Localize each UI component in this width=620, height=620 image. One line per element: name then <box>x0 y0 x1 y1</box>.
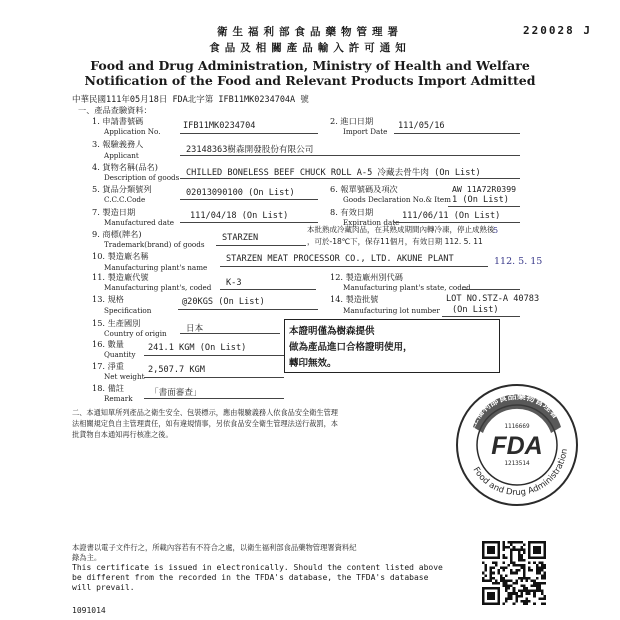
field-6-label-en: Goods Declaration No.& Item <box>343 195 451 204</box>
footer-zh-line-1: 本證書以電子文件行之，所載內容若有不符合之處，以衛生福利部食品藥物管理署資料紀 <box>72 543 357 552</box>
footer-en-line-2: be different from the recorded in the TFDA's database, the TFDA's database <box>72 573 429 582</box>
stamp-line-1: 本證明僅為樹森提供 <box>289 326 375 337</box>
field-8-label-en: Expiration date <box>343 218 400 227</box>
seal-top-text: 衛生福利部食品藥物管理署 <box>464 391 561 438</box>
field-2-underline <box>394 133 520 134</box>
field-18-label: 18. 備註 <box>92 383 124 393</box>
seal-code-top: 1116669 <box>504 423 530 430</box>
handwritten-correction: 5 <box>493 226 499 235</box>
field-6-underline <box>448 206 520 207</box>
field-3-label-en: Applicant <box>104 151 139 160</box>
aging-note-line-2: ，可於-18℃下，保存11個月，有效日期 112. 5. 11 <box>307 237 483 246</box>
field-11-underline <box>220 289 316 290</box>
field-18-underline <box>144 398 284 399</box>
field-7-label: 7. 製造日期 <box>92 207 136 217</box>
field-9-label-en: Trademark(brand) of goods <box>104 240 205 249</box>
field-14-label: 14. 製造批號 <box>330 294 379 304</box>
field-2-value: 111/05/16 <box>398 121 445 131</box>
seal-code-bottom: 1213514 <box>504 460 530 467</box>
field-6-label: 6. 報單號碼及項次 <box>330 184 398 194</box>
field-15-label-en: Country of origin <box>104 329 167 338</box>
field-11-value: K-3 <box>226 278 242 288</box>
field-17-label-en: Net weight <box>104 372 145 381</box>
field-10-underline <box>220 266 488 267</box>
field-11-label-en: Manufacturing plant's, coded <box>104 283 212 292</box>
field-11-label: 11. 製造廠代號 <box>92 272 149 282</box>
field-3-underline <box>180 155 520 156</box>
field-8-label: 8. 有效日期 <box>330 207 374 217</box>
section-1-title: 一、產品查驗資料： <box>78 105 152 115</box>
field-12-underline <box>462 289 520 290</box>
field-16-label: 16. 數量 <box>92 339 124 349</box>
field-14-value: LOT NO.STZ-A 40783 <box>446 294 540 304</box>
field-10-label: 10. 製造廠名稱 <box>92 251 149 261</box>
document-number-line: 中華民國111年05月18日 FDA北字第 IFB11MK0234704A 號 <box>72 95 309 105</box>
field-13-underline <box>178 309 318 310</box>
field-17-value: 2,507.7 KGM <box>148 365 205 375</box>
usage-restriction-stamp <box>284 319 500 373</box>
fda-logo-icon: FDA <box>491 432 543 460</box>
field-2-label: 2. 進口日期 <box>330 116 374 126</box>
field-12-label-en: Manufacturing plant's state, coded <box>343 283 471 292</box>
footer-zh-line-2: 錄為主。 <box>72 553 102 562</box>
field-13-label: 13. 規格 <box>92 294 124 304</box>
field-1-value: IFB11MK0234704 <box>183 121 256 131</box>
field-5-underline <box>180 199 318 200</box>
document-title-zh: 食品及相關產品輸入許可通知 <box>209 42 411 54</box>
field-15-value: 日本 <box>186 324 204 334</box>
document-title-en: Notification of the Food and Relevant Products Import Admitted <box>84 73 536 88</box>
field-9-value: STARZEN <box>222 233 259 243</box>
field-1-underline <box>180 133 318 134</box>
footer-en-line-1: This certificate is issued in electronically. Should the content listed above <box>72 563 443 572</box>
field-8-value: 111/06/11 (On List) <box>402 211 501 221</box>
agency-title-zh: 衛生福利部食品藥物管理署 <box>217 26 403 38</box>
field-16-label-en: Quantity <box>104 350 136 359</box>
field-9-underline <box>216 245 306 246</box>
field-9-label: 9. 商標(牌名) <box>92 229 142 239</box>
field-14-label-en: Manufacturing lot number <box>343 306 440 315</box>
section-2-line-1: 二、本通知單所列產品之衛生安全、包裝標示，應由報驗義務人依食品安全衛生管理 <box>72 408 338 417</box>
field-8-underline <box>394 222 520 223</box>
field-14-underline <box>442 316 520 317</box>
field-12-label: 12. 製造廠州別代碼 <box>330 272 403 282</box>
field-5-value: 02013090100 (On List) <box>186 188 295 198</box>
field-17-label: 17. 淨重 <box>92 361 124 371</box>
field-14-value-suffix: (On List) <box>452 305 499 315</box>
field-4-label-en: Description of goods <box>104 173 180 182</box>
stamp-line-3: 轉印無效。 <box>289 358 337 369</box>
field-6-value: 1 (On List) <box>452 195 509 205</box>
footer-form-code: 1091014 <box>72 606 106 615</box>
field-1-label-en: Application No. <box>104 127 161 136</box>
field-7-label-en: Manufactured date <box>104 218 174 227</box>
field-10-label-en: Manufacturing plant's name <box>104 263 208 272</box>
field-7-value: 111/04/18 (On List) <box>190 211 289 221</box>
field-7-underline <box>180 222 318 223</box>
field-16-underline <box>144 355 284 356</box>
field-18-value: 「書面審查」 <box>150 388 202 398</box>
section-2-line-3: 批貨物自本通知再行核准之後。 <box>72 430 173 439</box>
fda-official-seal <box>455 383 579 507</box>
footer-en-line-3: will prevail. <box>72 583 135 592</box>
field-13-label-en: Specification <box>104 306 152 315</box>
field-4-value: CHILLED BONELESS BEEF CHUCK ROLL A-5 冷藏去骨牛肉 (On List) <box>186 168 481 178</box>
field-2-label-en: Import Date <box>343 127 388 136</box>
field-10-value: STARZEN MEAT PROCESSOR CO., LTD. AKUNE PLANT <box>226 254 454 264</box>
field-15-underline <box>180 333 280 334</box>
aging-note-line-1: 本批熟成冷藏肉品，在其熟成期間內轉冷凍，停止成熟後 <box>307 225 495 234</box>
field-15-label: 15. 生產國別 <box>92 318 141 328</box>
field-16-value: 241.1 KGM (On List) <box>148 343 247 353</box>
field-5-label: 5. 貨品分類號列 <box>92 184 152 194</box>
serial-number: 220028 J <box>523 24 592 37</box>
handwritten-date: 112. 5. 15 <box>494 256 543 267</box>
field-6-declaration-number: AW 11A72R0399 <box>452 184 517 194</box>
field-1-label: 1. 申請書號碼 <box>92 116 144 126</box>
field-4-label: 4. 貨物名稱(品名) <box>92 162 158 172</box>
agency-title-en: Food and Drug Administration, Ministry of Health and Welfare <box>90 58 530 73</box>
field-3-value: 23148363樹森開發股份有限公司 <box>186 145 314 155</box>
stamp-line-2: 做為產品進口合格證明使用， <box>289 342 413 353</box>
seal-bottom-text: Food and Drug Administration <box>470 448 570 499</box>
field-4-underline <box>180 178 520 179</box>
qr-code <box>482 541 546 605</box>
field-17-underline <box>144 377 284 378</box>
field-13-value: @20KGS (On List) <box>182 297 265 307</box>
field-18-label-en: Remark <box>104 394 133 403</box>
section-2-line-2: 法相關規定負自主管理責任，如有違規情事，另依食品安全衛生管理法送行裁罰，本 <box>72 419 338 428</box>
field-3-label: 3. 報驗義務人 <box>92 139 144 149</box>
field-5-label-en: C.C.C.Code <box>104 195 146 204</box>
